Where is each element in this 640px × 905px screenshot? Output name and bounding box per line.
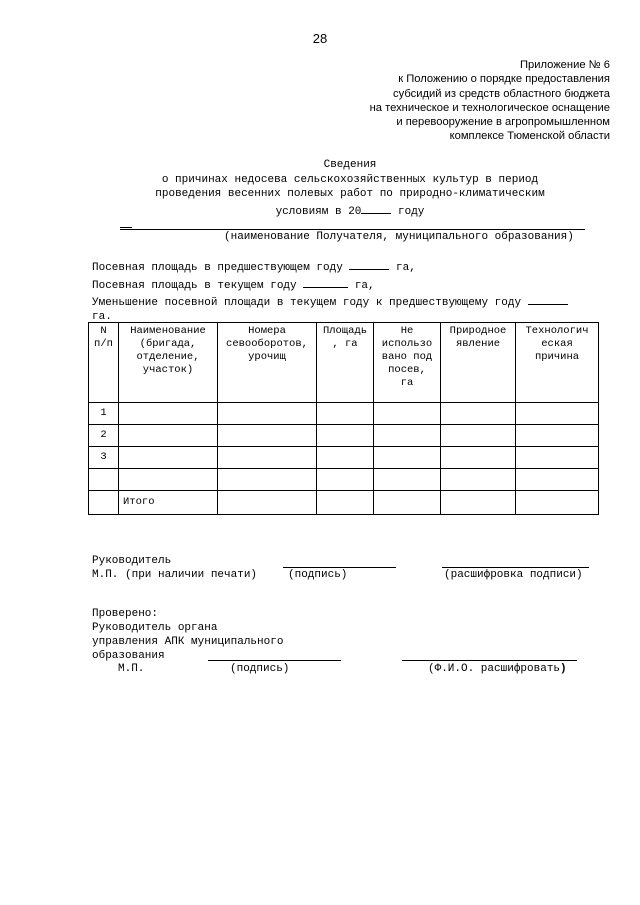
col-header-name: Наименование (бригада, отделение, участок) xyxy=(119,323,218,403)
year-blank[interactable] xyxy=(361,202,391,214)
verified-org-line: образования xyxy=(92,650,165,662)
table-cell[interactable] xyxy=(441,491,516,515)
fio-caption-text: (Ф.И.О. расшифровать xyxy=(428,663,561,675)
table-cell[interactable] xyxy=(119,403,218,425)
table-row xyxy=(89,403,599,425)
curr-year-label: Посевная площадь в текущем году xyxy=(92,279,304,292)
stamp-label: М.П. (при наличии печати) xyxy=(92,569,258,581)
table-cell[interactable] xyxy=(317,447,374,469)
col-header-tech: Технологич еская причина xyxy=(516,323,599,403)
table-cell[interactable] xyxy=(441,469,516,491)
prev-year-label: Посевная площадь в предшествующем году xyxy=(92,262,350,274)
table-cell[interactable] xyxy=(317,491,374,515)
table-cell[interactable] xyxy=(516,469,599,491)
col-header-area: Площадь , га xyxy=(317,323,374,403)
appendix-line: и перевооружение в агропромышленном xyxy=(396,116,610,129)
table-cell[interactable] xyxy=(516,403,599,425)
title-line: о причинах недосева сельскохозяйственных культур в период xyxy=(161,173,539,186)
recipient-caption: (наименование Получателя, муниципального образования) xyxy=(224,231,574,243)
appendix-line: к Положению о порядке предоставления xyxy=(398,73,610,86)
year-suffix: году xyxy=(391,205,425,218)
table-cell[interactable] xyxy=(119,425,218,447)
table-cell[interactable] xyxy=(441,447,516,469)
table-cell[interactable] xyxy=(374,469,441,491)
table-cell[interactable] xyxy=(218,491,317,515)
curr-year-blank[interactable] xyxy=(303,276,348,288)
table-cell[interactable] xyxy=(317,425,374,447)
appendix-block xyxy=(370,58,610,144)
table-total-row xyxy=(89,491,599,515)
table-cell[interactable] xyxy=(218,447,317,469)
table-cell[interactable] xyxy=(441,425,516,447)
table-cell[interactable] xyxy=(516,425,599,447)
decrease-unit: га. xyxy=(92,310,112,323)
verified-org-line: Руководитель органа xyxy=(92,622,218,634)
recipient-field-line[interactable] xyxy=(120,229,585,230)
table-cell[interactable] xyxy=(119,469,218,491)
table-row xyxy=(89,425,599,447)
appendix-line: на техническое и технологическое оснащение xyxy=(369,101,610,114)
head-signature-line[interactable] xyxy=(283,567,396,568)
table-cell[interactable] xyxy=(218,469,317,491)
table-cell[interactable] xyxy=(374,447,441,469)
row-number: 2 xyxy=(89,425,119,447)
total-label: Итого xyxy=(119,491,218,515)
curr-year-unit: га, xyxy=(348,279,375,292)
appendix-line: субсидий из средств областного бюджета xyxy=(393,87,610,100)
title-heading: Сведения xyxy=(323,159,377,171)
head-label: Руководитель xyxy=(92,555,172,567)
verified-label: Проверено: xyxy=(92,608,159,620)
table-row xyxy=(89,447,599,469)
table-cell[interactable] xyxy=(374,403,441,425)
table-cell[interactable] xyxy=(119,447,218,469)
table-cell[interactable] xyxy=(218,425,317,447)
col-header-unused: Не использо вано под посев, га xyxy=(374,323,441,403)
col-header-rotation: Номера севооборотов, урочищ xyxy=(218,323,317,403)
reasons-table xyxy=(88,322,599,515)
prev-year-unit: га, xyxy=(389,262,416,274)
verified-sign-caption: (подпись) xyxy=(230,663,290,675)
year-prefix: условиям в 20 xyxy=(275,205,362,218)
table-cell xyxy=(89,491,119,515)
decrease-area xyxy=(92,293,568,311)
sowing-area-block xyxy=(92,258,568,324)
title-line-year xyxy=(0,202,640,220)
verified-fio-line[interactable] xyxy=(402,660,577,661)
col-header-natural: Природное явление xyxy=(441,323,516,403)
appendix-line: Приложение № 6 xyxy=(519,59,610,71)
recipient-underline-start xyxy=(120,227,132,228)
row-number: 3 xyxy=(89,447,119,469)
table-row xyxy=(89,469,599,491)
table-cell[interactable] xyxy=(374,425,441,447)
table-cell[interactable] xyxy=(516,491,599,515)
verified-signature-line[interactable] xyxy=(208,660,341,661)
head-decode-caption: (расшифровка подписи) xyxy=(444,569,583,581)
page-number: 28 xyxy=(312,31,328,46)
table-cell[interactable] xyxy=(441,403,516,425)
decrease-blank[interactable] xyxy=(528,293,568,305)
document-title xyxy=(0,158,640,219)
verified-fio-caption xyxy=(428,663,567,675)
table-cell[interactable] xyxy=(516,447,599,469)
decrease-label: Уменьшение посевной площади в текущем году к предшествующему году xyxy=(92,297,528,310)
appendix-line: комплексе Тюменской области xyxy=(449,130,610,143)
prev-year-area xyxy=(92,258,568,276)
verified-stamp: М.П. xyxy=(118,663,145,675)
row-number xyxy=(89,469,119,491)
head-sign-caption: (подпись) xyxy=(288,569,348,581)
table-cell[interactable] xyxy=(374,491,441,515)
curr-year-area xyxy=(92,276,568,294)
table-header-row xyxy=(89,323,599,403)
table-cell[interactable] xyxy=(317,403,374,425)
col-header-number: N п/п xyxy=(89,323,119,403)
row-number: 1 xyxy=(89,403,119,425)
verified-org-line: управления АПК муниципального xyxy=(92,636,284,648)
table-cell[interactable] xyxy=(317,469,374,491)
fio-caption-close: ) xyxy=(560,663,567,675)
head-decode-line[interactable] xyxy=(442,567,589,568)
prev-year-blank[interactable] xyxy=(349,258,389,270)
table-cell[interactable] xyxy=(218,403,317,425)
title-line: проведения весенних полевых работ по природно-климатическим xyxy=(155,188,545,200)
